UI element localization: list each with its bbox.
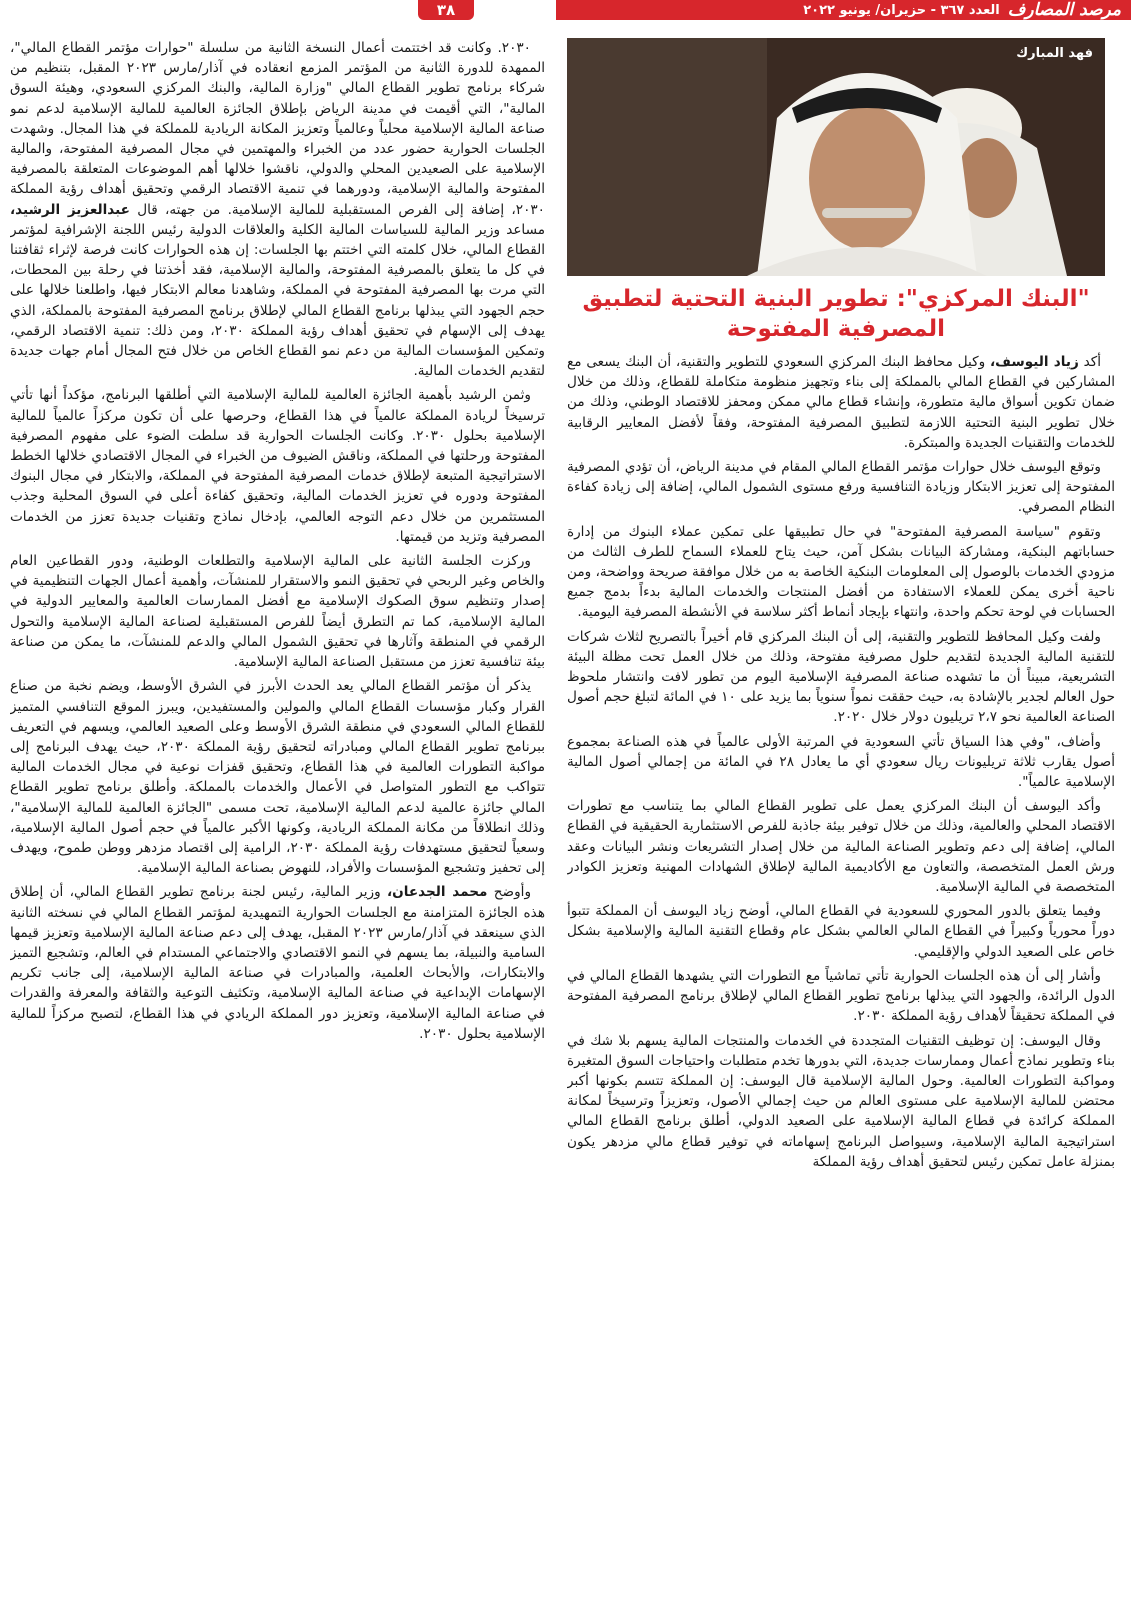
paragraph: وقال اليوسف: إن توظيف التقنيات المتجددة في الخدمات والمنتجات المالية يسهم بلا شك في بناء وتطوير نماذج أعمال وممارسات جديدة، التي بدورها تخدم متطلبات واحتياجات السوق المتغيرة ومواكبة التطورات العالمية. وحول المالية الإسلامية قال اليوسف: إن المملكة تتسم بكونها أكبر محتضن للمالية الإسلامية على مستوى العالم من حيث إجمالي الأصول، وتعزيزاً وترسيخاً لمكانة المملكة كرائدة في قطاع المالية الإسلامية على الصعيد الدولي، أطلق برنامج القطاع المالي استراتيجية المالية الإسلامية، وسيواصل البرنامج إسهاماته في توفير قطاع مالي مزدهر يكون بمنزلة عامل تمكين رئيس لتحقيق أهداف رؤية المملكة [567, 1032, 1115, 1170]
paragraph: وأوضح محمد الجدعان، وزير المالية، رئيس لجنة برنامج تطوير القطاع المالي، أن إطلاق هذه الجائزة المتزامنة مع الجلسات الحوارية التمهيدية لمؤتمر القطاع المالي في نسخته الثانية الذي سينعقد في آذار/مارس ٢٠٢٣ المقبل، يهدف إلى دعم صناعة المالية الإسلامية وتعزيز قيمها السامية والنبيلة، بما يسهم في النمو الاقتصادي والاجتماعي المستدام في العالم، وتشجيع التميز والابتكارات، والأبحاث العلمية، والمبادرات في صناعة المالية الإسلامية، إلى جانب تكريم الإسهامات الإبداعية في صناعة المالية الإسلامية، وتكثيف التوعية والثقافة والمعرفة والقدرات في صناعة المالية الإسلامية، وتعزيز دور المملكة الريادي في هذا القطاع، لتصبح مركزاً للمالية الإسلامية بحلول ٢٠٣٠. [10, 884, 545, 1042]
paragraph: ٢٠٣٠. وكانت قد اختتمت أعمال النسخة الثانية من سلسلة "حوارات مؤتمر القطاع المالي"، الممهدة للدورة الثانية من المؤتمر المزمع انعقاده في آذار/مارس ٢٠٢٣ المقبل، بتنظيم من شركاء برنامج تطوير القطاع المالي "وزارة المالية، والبنك المركزي السعودي، وهيئة السوق المالية"، التي أقيمت في مدينة الرياض بإطلاق الجائزة العالمية للمالية الإسلامية لدعم نمو صناعة المالية الإسلامية محلياً وعالمياً وتعزيز المكانة الريادية للمملكة في هذا المجال. وشهدت الجلسات الحوارية حضور عدد من الخبراء والمهتمين في مجال المصرفية المفتوحة، والمالية الإسلامية على الصعيدين المحلي والدولي، ناقشوا خلالها أهم الموضوعات المتعلقة بالمصرفية المفتوحة والمالية الإسلامية، ودورهما في تنمية الاقتصاد الرقمي وتحقيق أهداف رؤية المملكة ٢٠٣٠، إضافة إلى الفرص المستقبلية للمالية الإسلامية. من جهته، قال عبدالعزيز الرشيد، مساعد وزير المالية للسياسات المالية الكلية والعلاقات الدولية رئيس اللجنة الإشرافية لمؤتمر القطاع المالي، خلال كلمته التي اختتم بها الجلسات: إن هذه الحوارات كانت فرصة لإثراء ثقافتنا في كل ما يتعلق بالمصرفية المفتوحة، والمالية الإسلامية، فقد أخذتنا في رحلة بين المحطات، التي مرت بها المصرفية المفتوحة في المملكة، وشاهدنا معالم الابتكار فيها، واطلعنا خلالها على حجم الجهود التي يبذلها برنامج القطاع المالي لإطلاق برنامج المصرفية المفتوحة بالمملكة، الذي يهدف إلى الإسهام في تحقيق أهداف رؤية المملكة ٢٠٣٠، ومن ذلك: تنمية الاقتصاد الرقمي، وتمكين المؤسسات المالية من دعم نمو القطاع الخاص من خلال فتح المجال أمام جهات جديدة لتقديم الخدمات المالية. [10, 40, 545, 380]
paragraph: وتوقع اليوسف خلال حوارات مؤتمر القطاع المالي المقام في مدينة الرياض، أن تؤدي المصرفية المفتوحة إلى تعزيز الابتكار وزيادة التنافسية ورفع مستوى الشمول المالي، إضافة إلى زيادة كفاءة النظام المصرفي. [567, 459, 1115, 516]
paragraph: يذكر أن مؤتمر القطاع المالي يعد الحدث الأبرز في الشرق الأوسط، ويضم نخبة من صناع القرار وكبار مؤسسات القطاع المالي والمولين والمستفيدين، ويبرز الموقع التنافسي المتميز للقطاع المالي السعودي في منطقة الشرق الأوسط وعلى الصعيد العالمي، ويسهم في التعريف ببرنامج تطوير القطاع المالي ومبادراته لتحقيق رؤية المملكة ٢٠٣٠، حيث يهدف البرنامج إلى مواكبة التطورات العالمية في هذا القطاع، وتحقيق قفزات نوعية في مجال الخدمات المالية تتواكب مع التطور المتواصل في الأعمال والخدمات بالمملكة. وأطلق برنامج تطوير القطاع المالي جائزة عالمية لدعم المالية الإسلامية، تحت مسمى "الجائزة العالمية للمالية الإسلامية"، وذلك انطلاقاً من مكانة المملكة الريادية، وكونها الأكبر عالمياً في حجم أصول المالية الإسلامية، وسعياً لتحقيق مستهدفات رؤية المملكة ٢٠٣٠، الرامية إلى اقتصاد مزدهر ووطن طموح، ويهدف إلى تحفيز وتشجيع المؤسسات والأفراد، للنهوض بصناعة المالية الإسلامية. [10, 678, 545, 877]
portrait-photo [567, 38, 1105, 276]
name-highlight: زياد اليوسف، [989, 354, 1079, 370]
paragraph: وأكد اليوسف أن البنك المركزي يعمل على تطوير القطاع المالي بما يتناسب مع تطورات الاقتصاد المحلي والعالمية، وذلك من خلال توفير بيئة جاذبة للفرص الاستثمارية الحقيقية في القطاع المالي، إضافة إلى دعم وتطوير الصناعة المالية من خلال إصدار التشريعات ونشر البيانات وعقد ورش العمل المتخصصة، والتعاون مع الأكاديمية المالية لإطلاق الشهادات المهنية وتعزيز الكوادر المتخصصة في المالية الإسلامية. [567, 798, 1115, 896]
name-highlight: محمد الجدعان، [386, 884, 488, 901]
left-column [10, 38, 545, 1578]
paragraph: وأشار إلى أن هذه الجلسات الحوارية تأتي تماشياً مع التطورات التي يشهدها القطاع المالي في الدول الرائدة، والجهود التي يبذلها برنامج تطوير القطاع المالي لإطلاق برنامج المصرفية المفتوحة في المملكة تحقيقاً لأهداف رؤية المملكة ٢٠٣٠. [567, 967, 1115, 1025]
paragraph: وركزت الجلسة الثانية على المالية الإسلامية والتطلعات الوطنية، ودور القطاعين العام والخاص وغير الربحي في تحقيق النمو والاستقرار للمنشآت، وأهمية أعمال الجهات التنظيمية في إصدار وتنظيم سوق الصكوك الإسلامية مع أفضل الممارسات العالمية والمعايير الدولية في المالية الإسلامية، كما تم التطرق أيضاً للفرص المستقبلية لصناعة المالية الإسلامية والتحول الرقمي في المنطقة وآثارها في تحقيق الشمول المالي والدعم للمنشآت، ما يمكن من صناعة بيئة تنافسية تعزز من مستقبل الصناعة المالية الإسلامية. [10, 553, 545, 671]
article-headline: "البنك المركزي": تطوير البنية التحتية لتطبيق المصرفية المفتوحة [582, 286, 1090, 342]
page-number: ٣٨ [418, 0, 474, 20]
paragraph: وتقوم "سياسة المصرفية المفتوحة" في حال تطبيقها على تمكين عملاء البنوك من إدارة حساباتهم البنكية، ومشاركة البيانات بشكل آمن، حيث يتاح للعملاء السماح للطرف الثالث من مزودي الخدمات بالوصول إلى المعلومات البنكية الخاصة به من خلال موافقة صريحة وواضحة، ومن ناحية أخرى يمكن للعملاء الاستفادة من أفضل المنتجات والخدمات المالية بدءاً بدمج جميع الحسابات في لوحة تحكم واحدة، وانتهاء بإيجاد أنماط أكثر سلاسة في الأنشطة المصرفية اليومية. [567, 523, 1115, 621]
name-highlight: عبدالعزيز الرشيد، [10, 201, 130, 218]
paragraph: وفيما يتعلق بالدور المحوري للسعودية في القطاع المالي، أوضح زياد اليوسف أن المملكة تتبوأ دوراً محورياً وكبيراً في القطاع المالي العالمي بشكل عام وقطاع التقنية المالية والإسلامية بشكل خاص على الصعيد الدولي والإقليمي. [567, 903, 1115, 960]
photo-caption: فهد المبارك [1016, 46, 1093, 61]
issue-banner [556, 0, 1131, 20]
issue-info: العدد ٣٦٧ - حزيران/ يونيو ٢٠٢٢ [803, 2, 1000, 18]
paragraph: وثمن الرشيد بأهمية الجائزة العالمية للمالية الإسلامية التي أطلقها البرنامج، مؤكداً أنها تأتي ترسيخاً لريادة المملكة عالمياً في هذا القطاع، وحرصها على أن تكون مركزاً عالمياً للمالية الإسلامية بحلول ٢٠٣٠. وكانت الجلسات الحوارية قد سلطت الضوء على مفهوم المصرفية المفتوحة ورحلتها في المملكة، وناقش الضيوف من الخبراء في المجال الاقتصادي خلالها الخطط الاستراتيجية المتبعة لإطلاق خدمات المصرفية المفتوحة في المملكة، والابتكار في مجال البنوك المفتوحة ودوره في تعزيز الخدمات المالية، وتحقيق كفاءة أعلى في السوق المحلية وجذب المستثمرين من خلال دعم التوجه العالمي، بإدخال نماذج وتقنيات جديدة تعزز من الخدمات المصرفية وتزيد من قيمتها. [10, 387, 545, 545]
paragraph: وأضاف، "وفي هذا السياق تأتي السعودية في المرتبة الأولى عالمياً في هذه الصناعة بمجموع أصول يقارب ثلاثة تريليونات ريال سعودي أي ما يعادل ٢٨ في المائة من إجمالي أصول المالية الإسلامية عالمياً". [567, 733, 1115, 791]
paragraph: ولفت وكيل المحافظ للتطوير والتقنية، إلى أن البنك المركزي قام أخيراً بالتصريح لثلاث شركات للتقنية المالية الجديدة لتقديم حلول مصرفية مفتوحة، وذلك من خلال العمل تحت مظلة البيئة التشريعية، مبيناً أن ما تشهده صناعة المصرفية الإسلامية اليوم من تطور لافت وانتشار ملحوظ حول العالم لجدير بالإشادة به، حيث حققت نمواً سنوياً بما يزيد على ١٠ في المائة لتبلغ حجم أصول الصناعة العالمية نحو ٢،٧ تريليون دولار خلال ٢٠٢٠. [567, 628, 1115, 726]
magazine-name: مرصد المصارف [1007, 0, 1121, 20]
page-footer [0, 1588, 1131, 1602]
right-column [567, 352, 1115, 1578]
paragraph: أكد زياد اليوسف، وكيل محافظ البنك المركزي السعودي للتطوير والتقنية، أن البنك يسعى مع المشاركين في القطاع المالي بالمملكة إلى بناء وتجهيز منظومة متكاملة للقطاع، وذلك من خلال ضمان تكوين أسواق مالية متطورة، وإنشاء قطاع مالي ممكن ومحفز للاقتصاد الوطني، وذلك من خلال تطوير البنية التحتية اللازمة لتطبيق المصرفية المفتوحة، وفقاً لأفضل المعايير الرقابية للخدمات والتقنيات الجديدة والمبتكرة. [567, 354, 1115, 451]
